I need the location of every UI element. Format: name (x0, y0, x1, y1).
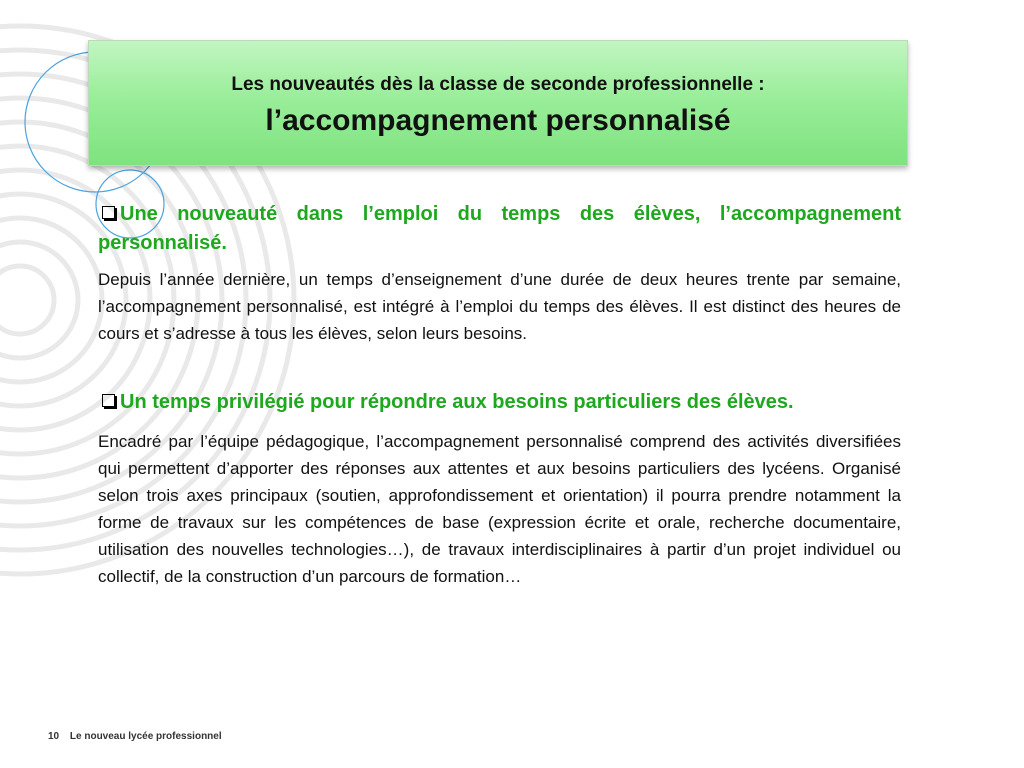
footer (48, 731, 222, 742)
slide-content (98, 200, 901, 590)
page-number: 10 (48, 731, 60, 742)
section-heading-1 (98, 200, 901, 258)
page-title: l’accompagnement personnalisé (265, 104, 731, 137)
section-body-1: Depuis l’année dernière, un temps d’enseignement d’une durée de deux heures trente par semaine, l’accompagnement personnalisé, est intégré à l’emploi du temps des élèves. Il est distinct des heures de cours et s’adresse à tous les élèves, selon leurs besoins. (98, 270, 901, 343)
section-heading-1-text: Une nouveauté dans l’emploi du temps des élèves, l’accompagnement personnalisé. (98, 203, 901, 254)
footer-text: Le nouveau lycée professionnel (69, 731, 222, 742)
title-banner (88, 40, 908, 166)
checkbox-bullet-icon (102, 206, 115, 219)
section-heading-2 (98, 388, 901, 417)
section-body-2: Encadré par l’équipe pédagogique, l’accompagnement personnalisé comprend des activités diversifiées qui permettent d’apporter des réponses aux attentes et aux besoins particuliers des lycéens. Organisé selon trois axes principaux (soutien, approfondissement et orientation) il pourra prendre notamment la forme de travaux sur les compétences de base (expression écrite et orale, recherche documentaire, utilisation des nouvelles technologies…), de travaux interdisciplinaires à partir d’un projet individuel ou collectif, de la construction d’un parcours de formation… (98, 432, 901, 586)
checkbox-bullet-icon (102, 394, 115, 407)
section-heading-2-text: Un temps privilégié pour répondre aux besoins particuliers des élèves. (120, 391, 794, 413)
title-line-1: Les nouveautés dès la classe de seconde professionnelle : (231, 74, 765, 95)
